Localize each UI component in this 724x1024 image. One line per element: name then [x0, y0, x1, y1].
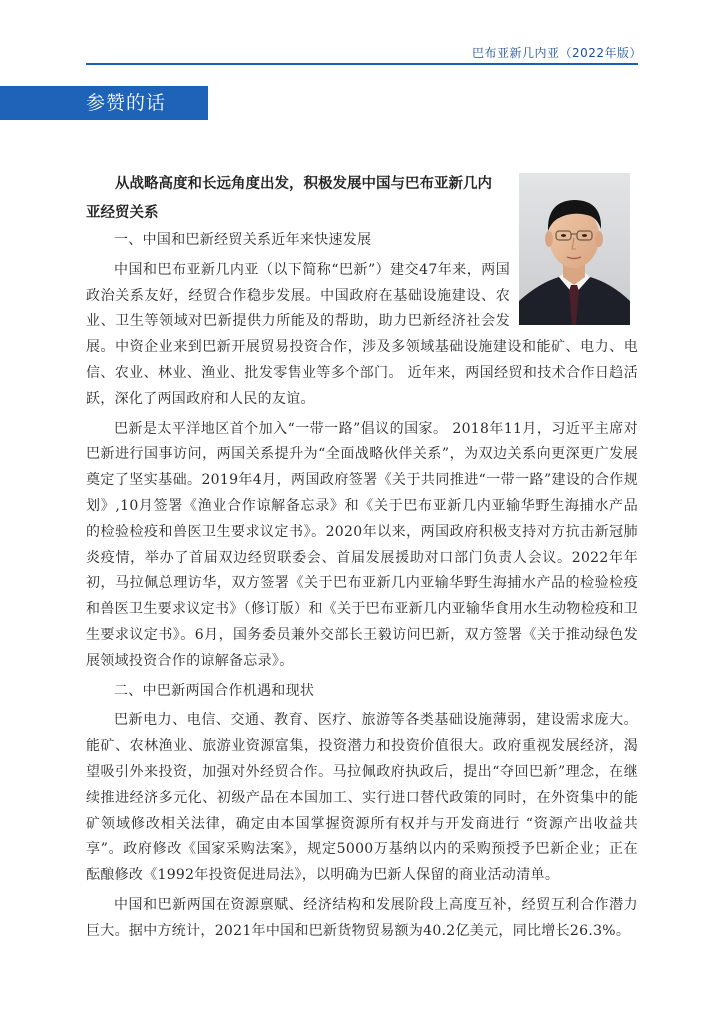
header-rule [86, 63, 638, 65]
running-header: 巴布亚新几内亚（2022年版） [471, 46, 642, 60]
paragraph-2: 巴新是太平洋地区首个加入“一带一路”倡议的国家。 2018年11月，习近平主席对巴新进行国事访问，两国关系提升为“全面战略伙伴关系”，为双边关系向更深更广发展奠定了坚实基础。2019年4月，两国政府签署《关于共同推进“一带一路”建设的合作规划》,10月签署《渔业合作谅解备忘录》和《关于巴布亚新几内亚输华野生海捕水产品的检验检疫和兽医卫生要求议定书》。2020年以来，两国政府积极支持对方抗击新冠肺炎疫情，举办了首届双边经贸联委会、首届发展援助对口部门负责人会议。2022年年初，马拉佩总理访华，双方签署《关于巴布亚新几内亚输华野生海捕水产品的检验检疫和兽医卫生要求议定书》（修订版）和《关于巴布亚新几内亚输华食用水生动物检疫和卫生要求议定书》。6月，国务委员兼外交部长王毅访问巴新，双方签署《关于推动绿色发展领域投资合作的谅解备忘录》。 [86, 420, 638, 669]
paragraph-4: 中国和巴新两国在资源禀赋、经济结构和发展阶段上高度互补，经贸互利合作潜力巨大。据中方统计，2021年中国和巴新货物贸易额为40.2亿美元，同比增长26.3%。 [86, 896, 638, 939]
section-heading-1: 一、中国和巴新经贸关系近年来快速发展 [114, 232, 372, 248]
article-title: 从战略高度和长远角度出发，积极发展中国与巴布亚新几内亚经贸关系 [86, 176, 492, 221]
paragraph-3: 巴新电力、电信、交通、教育、医疗、旅游等各类基础设施薄弱，建设需求庞大。能矿、农林渔业、旅游业资源富集，投资潜力和投资价值很大。政府重视发展经济，渴望吸引外来投资，加强对外经贸合作。马拉佩政府执政后，提出“夺回巴新”理念，在继续推进经济多元化、初级产品在本国加工、实行进口替代政策的同时，在外资集中的能矿领域修改相关法律，确定由本国掌握资源所有权并与开发商进行 “资源产出收益共享”。政府修改《国家采购法案》，规定5000万基纳以内的采购预授予巴新企业；正在酝酿修改《1992年投资促进局法》，以明确为巴新人保留的商业活动清单。 [86, 712, 638, 884]
section-heading-2: 二、中巴新两国合作机遇和现状 [114, 682, 315, 699]
article-body [86, 228, 638, 945]
portrait-float-spacer [510, 228, 638, 326]
section-banner: 参赞的话 [0, 86, 208, 120]
article [86, 170, 638, 949]
paragraph-1-text: 中国和巴布亚新几内亚（以下简称“巴新”）建交47年来，两国政治关系友好，经贸合作稳步发展。中国政府在基础设施建设、农业、卫生等领域对巴新提供力所能及的帮助，助力巴新经济社会发展。中资企业来到巴新开展贸易投资合作，涉及多领域基础设施建设和能矿、电力、电信、农业、林业、渔业、批发零售业等多个部门。 近年来，两国经贸和技术合作日趋活跃，深化了两国政府和人民的友谊。 [86, 261, 638, 407]
